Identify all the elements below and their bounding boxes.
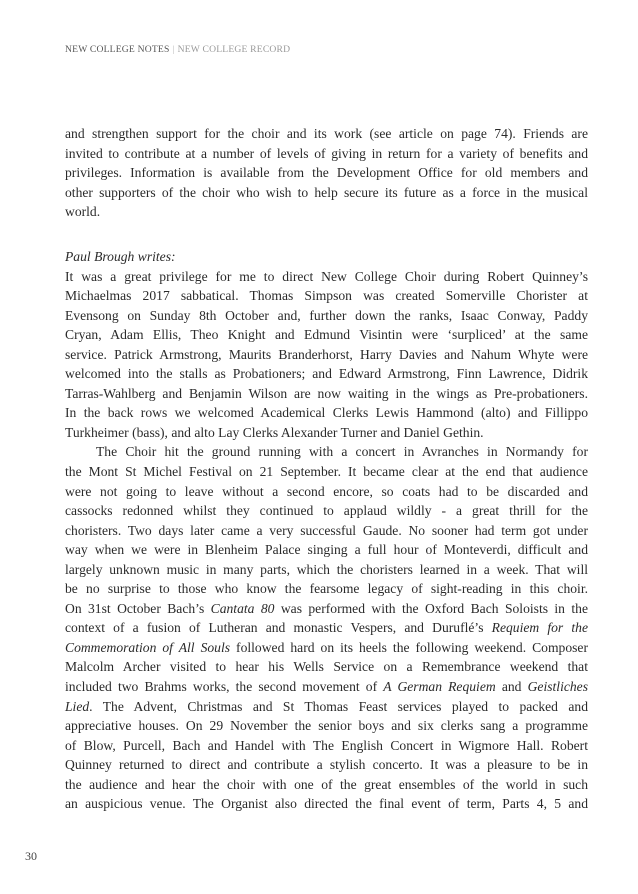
text-run: included two Brahms works, the second movement of [65,679,384,695]
text-run: an auspicious venue. The Organist also directed the final event of term, Parts 4, 5 and [65,796,588,812]
text-run: and [495,679,528,695]
text-line [65,286,588,306]
text-line [65,697,588,717]
italic-title: Requiem for the [491,620,588,636]
header-section: NEW COLLEGE NOTES [65,44,170,55]
text-run: was performed with the Oxford Bach Soloists in the [274,600,588,616]
text-line [65,638,588,658]
text-line [65,521,588,541]
text-run: be no surprise to those who know the fearsome legacy of sight-reading in this choir. [65,581,588,597]
text-run: Evensong on Sunday 8th October and, further down the ranks, Isaac Conway, Paddy [65,307,588,323]
text-run: appreciative houses. On 29 November the senior boys and six clerks sang a programme [65,718,588,734]
text-run: welcomed into the stalls as Probationers; and Edward Armstrong, Finn Lawrence, Didrik [65,366,588,382]
text-run: Malcolm Archer visited to hear his Wells Service on a Remembrance weekend that [65,659,588,675]
text-line [65,755,588,775]
italic-title: Lied [65,698,90,714]
text-line [65,716,588,736]
text-run: . The Advent, Christmas and St Thomas Feast services played to packed and [89,698,588,714]
text-line [65,202,588,222]
italic-title: Cantata 80 [210,600,275,616]
text-line [65,124,588,144]
text-run: The Choir hit the ground running with a concert in Avranches in Normandy for [96,444,588,460]
text-line [65,482,588,502]
text-run: cassocks redonned whilst they continued to applaud wildly - a great thrill for the [65,503,588,519]
text-line [65,163,588,183]
text-line [65,501,588,521]
text-line [65,423,588,443]
text-run: privileges. Information is available from the Development Office for old members and [65,165,588,181]
italic-title: Commemoration of All Souls [65,639,231,655]
text-run: other supporters of the choir who wish to help secure its future as a force in the musical [65,184,588,200]
text-run: It was a great privilege for me to direct New College Choir during Robert Quinney’s [65,268,588,284]
text-run: Michaelmas 2017 sabbatical. Thomas Simpson was created Somerville Chorister at [65,288,588,304]
text-line [65,677,588,697]
text-line [65,560,588,580]
text-run: and strengthen support for the choir and its work (see article on page 74). Friends are [65,126,588,141]
text-run: In the back rows we welcomed Academical Clerks Lewis Hammond (alto) and Fillippo [65,405,588,421]
text-line [65,794,588,814]
article-section [65,247,588,814]
text-line [65,736,588,756]
text-line [65,384,588,404]
text-run: On 31st October Bach’s [65,600,211,616]
header-publication: NEW COLLEGE RECORD [177,44,291,55]
text-line [65,144,588,164]
text-line [65,183,588,203]
text-line [65,403,588,423]
text-line [65,462,588,482]
text-run: service. Patrick Armstrong, Maurits Branderhorst, Harry Davies and Nahum Whyte were [65,346,588,362]
text-line [65,364,588,384]
italic-title: Geistliches [527,679,588,695]
intro-paragraph [65,124,588,222]
text-run: Turkheimer (bass), and alto Lay Clerks Alexander Turner and Daniel Gethin. [65,424,484,440]
byline: Paul Brough writes: [65,249,176,264]
text-run: Cryan, Adam Ellis, Theo Knight and Edmund Visintin were ‘surpliced’ at the same [65,327,588,343]
italic-title: A German Requiem [383,679,496,695]
header-separator: | [172,44,175,55]
text-run: followed hard on its heels the following weekend. Composer [230,639,588,655]
text-line [65,775,588,795]
text-line [65,267,588,287]
running-header [65,44,290,55]
article-body [65,267,588,814]
text-line [65,306,588,326]
text-run: largely unknown music in many parts, which the choristers learned in a week. That will [65,561,588,577]
text-run: of Blow, Purcell, Bach and Handel with The English Concert in Wigmore Hall. Robert [65,737,588,753]
text-run: Tarras-Wahlberg and Benjamin Wilson are now waiting in the wings as Pre-probationers. [65,385,588,401]
text-line [65,325,588,345]
text-run: Quinney returned to direct and contribute a stylish concerto. It was a pleasure to be in [65,757,588,773]
text-line [65,657,588,677]
text-line [65,599,588,619]
page-number: 30 [25,849,37,863]
text-run: world. [65,204,101,220]
text-run: the Mont St Michel Festival on 21 September. It became clear at the end that audience [65,464,588,480]
text-line [65,579,588,599]
text-line [65,345,588,365]
text-run: were not going to leave without a second encore, so coats had to be discarded and [65,483,588,499]
text-line [65,540,588,560]
text-line [65,442,588,462]
text-run: invited to contribute at a number of levels of giving in return for a variety of benefits and [65,145,588,161]
text-run: choristers. Two days later came a very successful Gaude. No sooner had term got under [65,522,588,538]
text-run: context of a fusion of Lutheran and monastic Vespers, and Duruflé’s [65,620,492,636]
text-run: way when we were in Blenheim Palace singing a full hour of Monteverdi, difficult and [65,542,588,558]
text-line [65,618,588,638]
text-run: the audience and hear the choir with one of the great ensembles of the world in such [65,776,588,792]
